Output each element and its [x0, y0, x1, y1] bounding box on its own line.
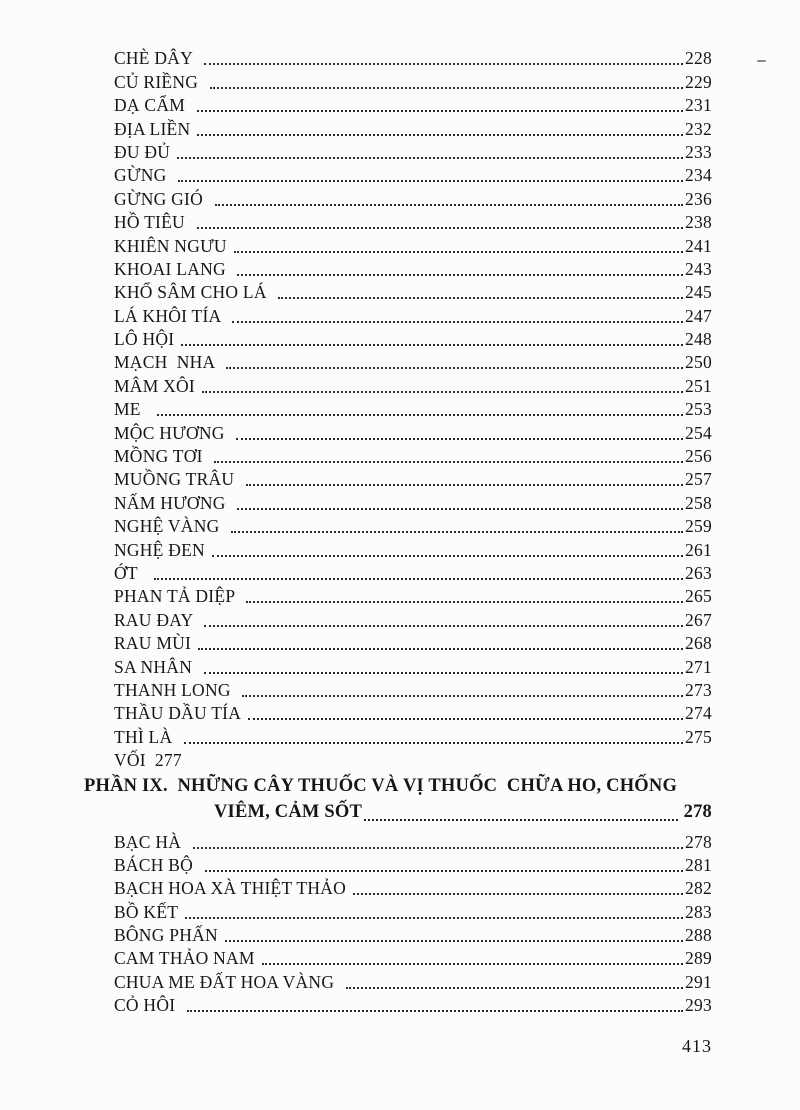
entry-name: MUỒNG TRÂU	[114, 469, 239, 490]
scan-artifact-mark	[757, 60, 766, 62]
entry-name: THẦU DẦU TÍA	[114, 703, 242, 724]
dot-leader	[226, 367, 683, 369]
entry-page-number: 236	[685, 188, 712, 209]
toc-entry	[84, 899, 712, 922]
dot-leader	[205, 870, 683, 872]
toc-entry	[84, 969, 712, 992]
entry-name: BẠCH HOA XÀ THIỆT THẢO	[114, 878, 347, 899]
entry-name: VỐI	[114, 750, 146, 771]
toc-entry	[84, 397, 712, 420]
entry-page-number: 281	[685, 854, 712, 875]
dot-leader	[346, 987, 683, 989]
entry-page-number: 275	[685, 726, 712, 747]
entry-page-number: 291	[685, 971, 712, 992]
entry-page-number: 282	[685, 878, 712, 899]
toc-entry	[84, 514, 712, 537]
toc-entry	[84, 163, 712, 186]
dot-leader	[246, 484, 683, 486]
section-page-number: 278	[683, 802, 712, 823]
entry-page-number: 234	[685, 165, 712, 186]
dot-leader	[197, 110, 683, 112]
dot-leader	[364, 819, 678, 821]
dot-leader	[212, 555, 683, 557]
entry-name: CHÈ DÂY	[114, 48, 198, 69]
entry-page-number: 268	[685, 633, 712, 654]
entry-page-number: 267	[685, 609, 712, 630]
toc-entry	[84, 946, 712, 969]
entry-page-number: 231	[685, 95, 712, 116]
dot-leader	[198, 648, 683, 650]
dot-leader	[246, 601, 683, 603]
dot-leader	[237, 274, 683, 276]
toc-entry	[84, 257, 712, 280]
entry-page-number: 273	[685, 679, 712, 700]
toc-entry	[84, 537, 712, 560]
entry-page-number: 228	[685, 48, 712, 69]
toc-entry	[84, 280, 712, 303]
entry-name: CỎ HÔI	[114, 995, 180, 1016]
toc-entry	[84, 584, 712, 607]
toc-entry	[84, 327, 712, 350]
dot-leader	[187, 1010, 683, 1012]
entry-page-number: 248	[685, 329, 712, 350]
section-heading-line2: VIÊM, CẢM SỐT	[214, 802, 363, 823]
entry-name: CHUA ME ĐẤT HOA VÀNG	[114, 971, 339, 992]
dot-leader	[202, 391, 683, 393]
entry-page-number: 241	[685, 235, 712, 256]
toc-entry	[84, 490, 712, 513]
dot-leader	[204, 63, 683, 65]
entry-name: MỒNG TƠI	[114, 446, 208, 467]
entry-name: KHỔ SÂM CHO LÁ	[114, 282, 272, 303]
entry-name: THÌ LÀ	[114, 726, 177, 747]
entry-page-number: 232	[685, 118, 712, 139]
dot-leader	[237, 508, 683, 510]
toc-entry	[84, 654, 712, 677]
entry-name: BÔNG PHẤN	[114, 925, 218, 946]
dot-leader	[157, 414, 683, 416]
toc-entry	[84, 631, 712, 654]
entry-name: DẠ CẨM	[114, 95, 190, 116]
toc-entry	[84, 607, 712, 630]
dot-leader	[236, 438, 683, 440]
entry-name: CAM THẢO NAM	[114, 948, 255, 969]
entry-page-number: 238	[685, 212, 712, 233]
dot-leader	[204, 672, 683, 674]
dot-leader	[197, 227, 683, 229]
toc-entry	[84, 748, 712, 771]
section-heading-line2-row	[84, 799, 712, 825]
dot-leader	[185, 917, 683, 919]
entry-page-number: 274	[685, 703, 712, 724]
entry-page-number: 253	[685, 399, 712, 420]
entry-name: LÔ HỘI	[114, 329, 175, 350]
dot-leader	[234, 251, 683, 253]
page-footer-number: 413	[682, 1036, 712, 1056]
entry-name: GỪNG GIÓ	[114, 188, 208, 209]
section-heading-line1: PHẦN IX. NHỮNG CÂY THUỐC VÀ VỊ THUỐC CHỮA HO, CHỐNG	[84, 776, 678, 797]
entry-page-number: 247	[685, 305, 712, 326]
entry-page-number: 263	[685, 562, 712, 583]
entry-name: KHOAI LANG	[114, 258, 231, 279]
toc-entry	[84, 93, 712, 116]
dot-leader	[210, 87, 683, 89]
entry-name: NGHỆ VÀNG	[114, 516, 225, 537]
toc-entry	[84, 350, 712, 373]
entry-page-number: 261	[685, 539, 712, 560]
toc-entry	[84, 467, 712, 490]
entry-name: ME	[114, 399, 150, 420]
toc-entry	[84, 303, 712, 326]
toc-entry	[84, 69, 712, 92]
toc-entry	[84, 140, 712, 163]
toc-entry	[84, 561, 712, 584]
dot-leader	[215, 204, 683, 206]
entry-page-number: 256	[685, 446, 712, 467]
entry-name: THANH LONG	[114, 679, 236, 700]
toc-entry	[84, 724, 712, 747]
entry-name: BẠC HÀ	[114, 831, 186, 852]
entry-page-number: 277	[154, 750, 182, 771]
entry-page-number: 254	[685, 422, 712, 443]
entry-page-number: 265	[685, 586, 712, 607]
dot-leader	[178, 180, 683, 182]
dot-leader	[184, 742, 683, 744]
entry-page-number: 243	[685, 258, 712, 279]
entry-name: LÁ KHÔI TÍA	[114, 305, 226, 326]
entry-page-number: 293	[685, 995, 712, 1016]
toc-list	[84, 46, 712, 1016]
dot-leader	[214, 461, 683, 463]
entry-name: CỦ RIỀNG	[114, 71, 203, 92]
dot-leader	[197, 134, 683, 136]
entry-name: RAU ĐAY	[114, 609, 198, 630]
entry-page-number: 278	[685, 831, 712, 852]
entry-name: SA NHÂN	[114, 656, 197, 677]
dot-leader	[154, 578, 683, 580]
toc-entry	[84, 116, 712, 139]
entry-page-number: 229	[685, 71, 712, 92]
toc-entry	[84, 373, 712, 396]
toc-entry	[84, 678, 712, 701]
entry-page-number: 289	[685, 948, 712, 969]
entry-name: ĐU ĐỦ	[114, 141, 171, 162]
dot-leader	[353, 893, 683, 895]
toc-section-heading	[84, 773, 712, 825]
dot-leader	[232, 321, 683, 323]
entry-page-number: 257	[685, 469, 712, 490]
entry-page-number: 233	[685, 141, 712, 162]
dot-leader	[262, 963, 683, 965]
toc-entry	[84, 420, 712, 443]
entry-name: BÁCH BỘ	[114, 854, 198, 875]
entry-page-number: 258	[685, 492, 712, 513]
toc-entry	[84, 186, 712, 209]
dot-leader	[181, 344, 683, 346]
toc-entry	[84, 876, 712, 899]
toc-entry	[84, 444, 712, 467]
entry-name: MỘC HƯƠNG	[114, 422, 230, 443]
entry-page-number: 245	[685, 282, 712, 303]
entry-page-number: 283	[685, 901, 712, 922]
dot-leader	[177, 157, 683, 159]
toc-entry	[84, 993, 712, 1016]
entry-page-number: 288	[685, 925, 712, 946]
dot-leader	[193, 847, 683, 849]
toc-entry	[84, 701, 712, 724]
entry-name: GỪNG	[114, 165, 172, 186]
dot-leader	[248, 718, 683, 720]
dot-leader	[231, 531, 683, 533]
entry-name: BỒ KẾT	[114, 901, 179, 922]
entry-name: NẤM HƯƠNG	[114, 492, 231, 513]
entry-name: RAU MÙI	[114, 633, 192, 654]
entry-name: MÂM XÔI	[114, 375, 195, 396]
entry-name: KHIÊN NGƯU	[114, 235, 227, 256]
entry-name: PHAN TẢ DIỆP	[114, 586, 240, 607]
entry-page-number: 271	[685, 656, 712, 677]
toc-entry	[84, 46, 712, 69]
dot-leader	[225, 940, 683, 942]
entry-page-number: 250	[685, 352, 712, 373]
entry-name: ỚT	[114, 562, 147, 583]
dot-leader	[242, 695, 683, 697]
entry-name: MẠCH NHA	[114, 352, 220, 373]
entry-name: ĐỊA LIỀN	[114, 118, 191, 139]
toc-entry	[84, 853, 712, 876]
entry-name: HỒ TIÊU	[114, 212, 190, 233]
toc-entry	[84, 923, 712, 946]
entry-name: NGHỆ ĐEN	[114, 539, 205, 560]
toc-entry	[84, 829, 712, 852]
toc-entry	[84, 210, 712, 233]
dot-leader	[204, 625, 683, 627]
dot-leader	[278, 297, 683, 299]
entry-page-number: 259	[685, 516, 712, 537]
entry-page-number: 251	[685, 375, 712, 396]
toc-entry	[84, 233, 712, 256]
